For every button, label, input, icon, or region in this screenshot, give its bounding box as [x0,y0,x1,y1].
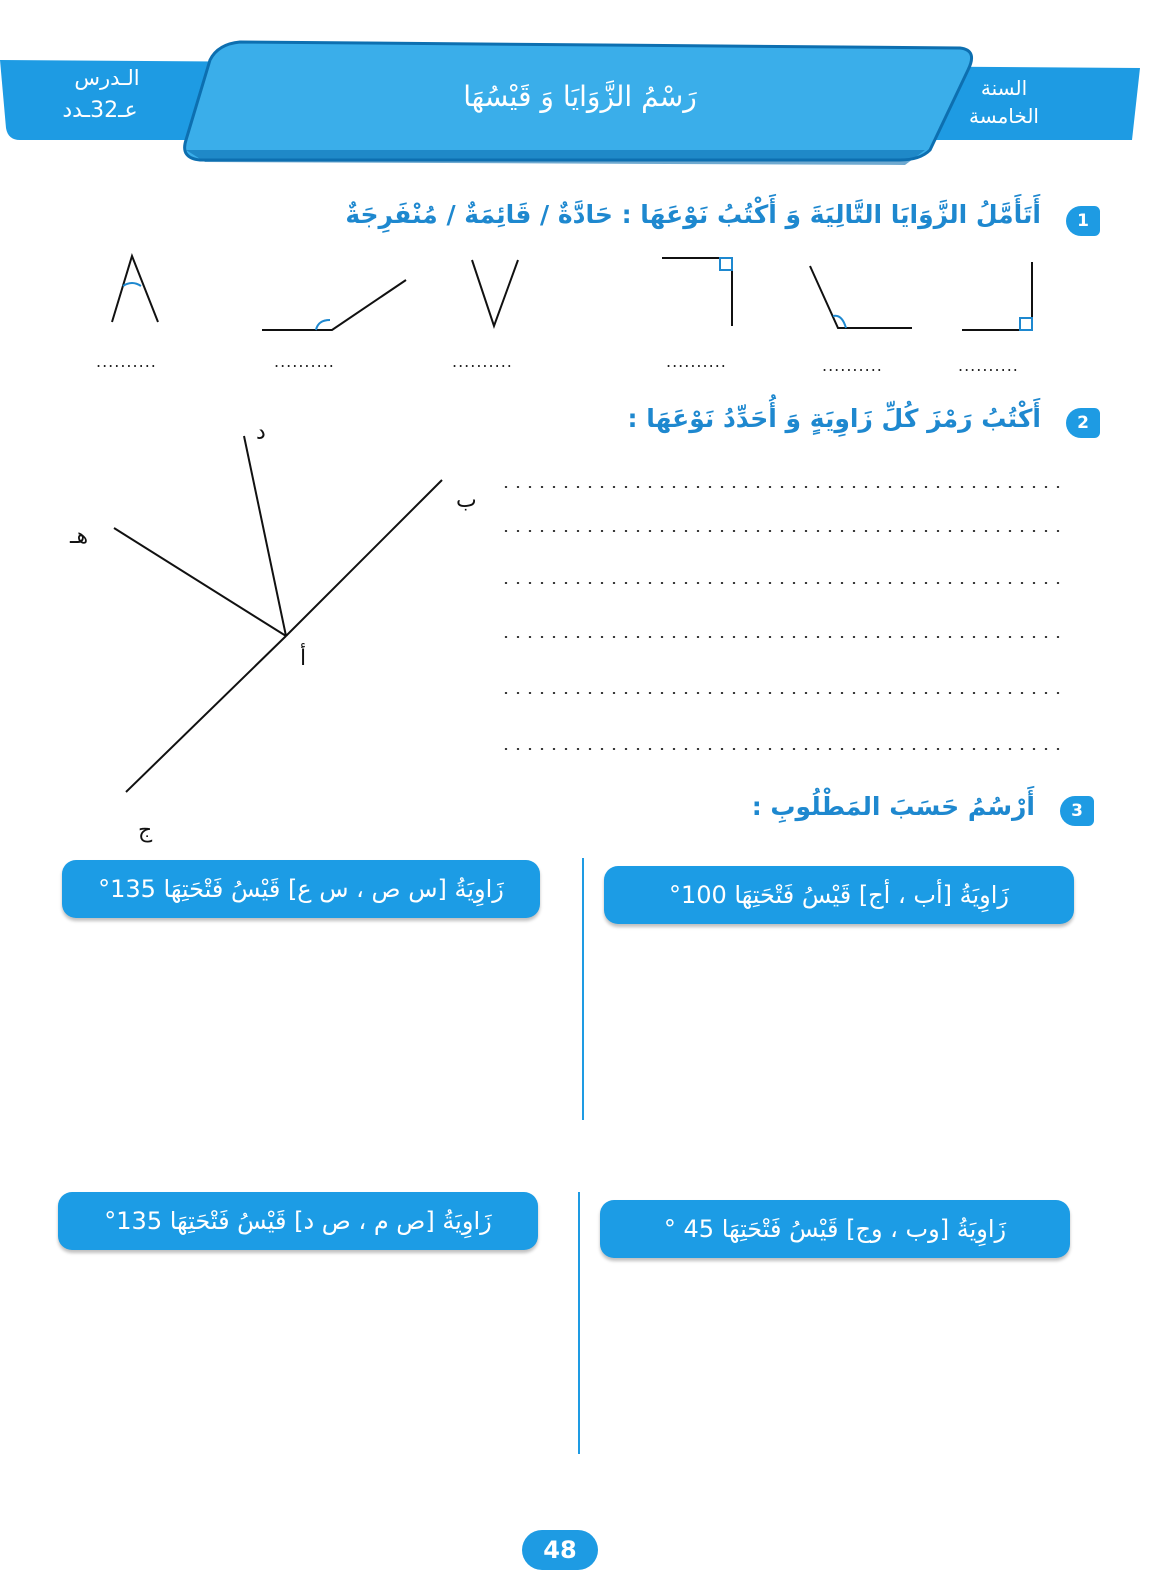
answer-blank-3[interactable]: .......... [452,352,513,371]
answer-line-2[interactable] [500,530,1060,532]
answer-line-5[interactable] [500,692,1060,694]
answer-line-4[interactable] [500,636,1060,638]
angle-obtuse [262,280,406,330]
answer-blank-1[interactable]: .......... [96,352,157,371]
angle-acute-apex [112,256,158,322]
angle-obtuse-2 [810,266,912,328]
answer-line-1[interactable] [500,486,1060,488]
angle-acute-v [472,260,518,326]
lesson-label: الـدرس [74,66,140,90]
ray-a-d [244,436,286,636]
label-h: هـ [70,524,89,549]
exercise-2-figure [100,430,480,830]
task-angle-ss-sa: زَاوِيَةُ [س ص ، س ع] قَيْسُ فَتْحَتِهَا 135° [62,860,540,918]
ray-a-j [126,636,286,792]
exercise-3-instruction: أَرْسُمُ حَسَبَ المَطْلُوبِ : [751,792,1035,821]
exercise-3-badge: 3 [1060,796,1094,826]
ray-a-b [286,480,442,636]
task-angle-ab-aj: زَاوِيَةُ [أب ، أج] قَيْسُ فَتْحَتِهَا 100° [604,866,1074,924]
exercise-2-badge: 2 [1066,408,1100,438]
answer-blank-4[interactable]: .......... [666,352,727,371]
answer-line-3[interactable] [500,582,1060,584]
grade-label: السنة [980,76,1028,100]
answer-blank-2[interactable]: .......... [274,352,335,371]
exercise-1-instruction: أَتَأَمَّلُ الزَّوَايَا التَّالِيَةَ وَ أَكْتُبُ نَوْعَهَا : حَادَّةٌ / قَائِمَةٌ / مُنْفَرِجَةٌ [345,200,1041,229]
angle-right-top [662,258,732,326]
angle-right-bottom [962,262,1032,330]
answer-blank-5[interactable]: .......... [822,356,883,375]
label-b: ب [456,488,477,513]
column-divider-top [582,858,584,1120]
exercise-2-instruction: أَكْتُبُ رَمْزَ كُلِّ زَاوِيَةٍ وَ أُحَدِّدُ نَوْعَهَا : [627,404,1041,433]
title-ribbon-shadow [186,150,925,165]
answer-line-6[interactable] [500,748,1060,750]
lesson-number: عـ32ـدد [62,98,138,123]
exercise-1-badge: 1 [1066,206,1100,236]
answer-blank-6[interactable]: .......... [958,356,1019,375]
label-j: ج [138,818,153,843]
page-title: رَسْمُ الزَّوَايَا وَ قَيْسُهَا [463,80,697,113]
column-divider-bottom [578,1192,580,1454]
label-a: أ [300,646,307,671]
page-number: 48 [522,1530,598,1570]
exercise-1-angles [90,250,1050,340]
label-d: د [256,420,266,445]
ray-a-h [114,528,286,636]
task-angle-sm-sd: زَاوِيَةُ [ص م ، ص د] قَيْسُ فَتْحَتِهَا 135° [58,1192,538,1250]
task-angle-wb-wj: زَاوِيَةُ [وب ، وج] قَيْسُ فَتْحَتِهَا 45 ° [600,1200,1070,1258]
grade-value: الخامسة [969,104,1039,128]
